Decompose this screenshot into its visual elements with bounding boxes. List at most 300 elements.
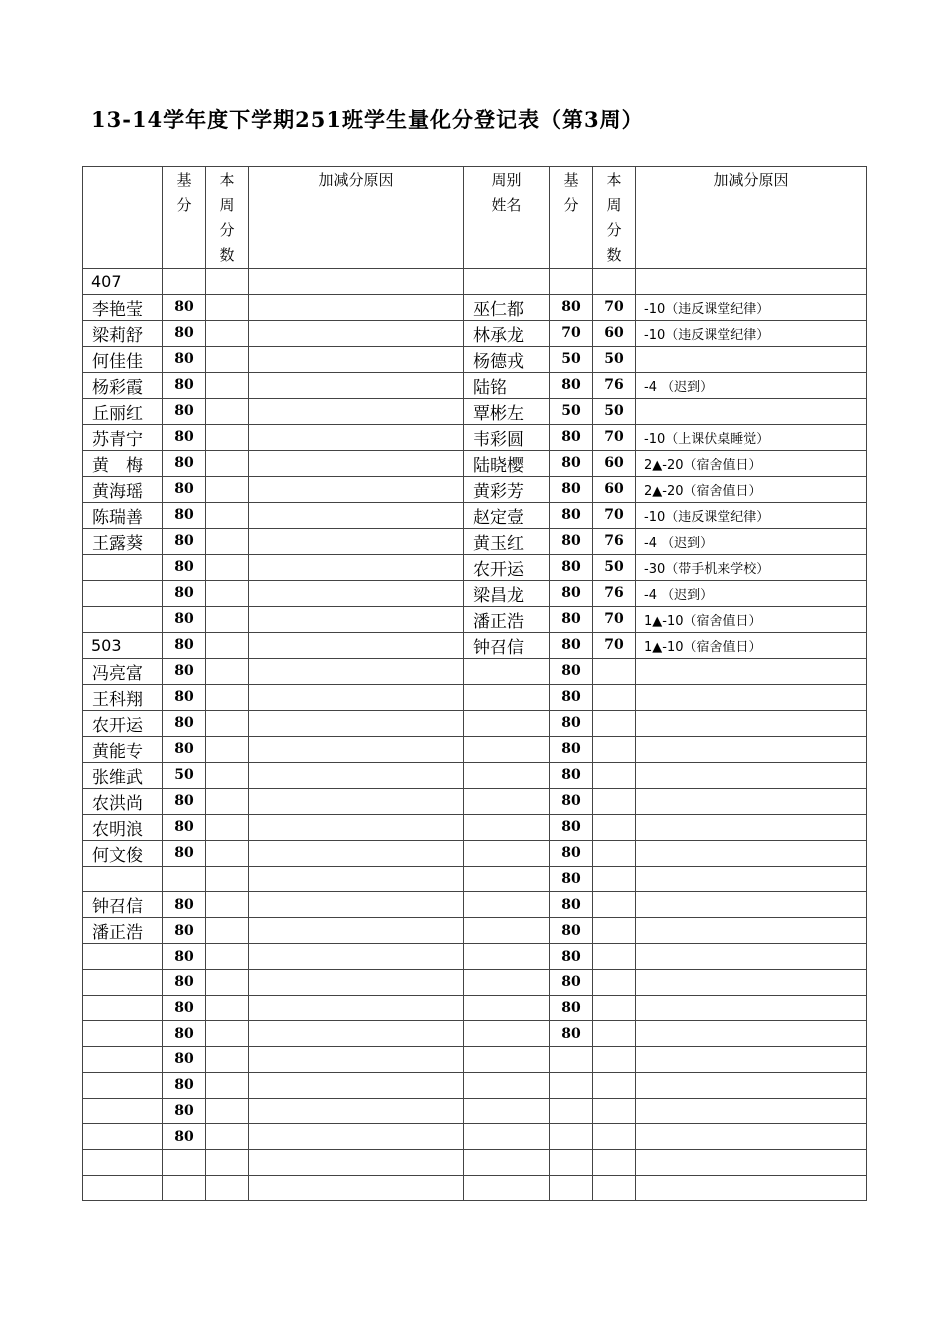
name-right-cell bbox=[464, 1149, 550, 1175]
reason-left-cell bbox=[249, 320, 464, 346]
name-right-cell: 赵定壹 bbox=[464, 502, 550, 528]
week-right-cell bbox=[593, 684, 636, 710]
reason-right-cell bbox=[636, 1047, 867, 1073]
name-right-cell bbox=[464, 736, 550, 762]
base-right-cell: 80 bbox=[550, 554, 593, 580]
table-row bbox=[83, 840, 867, 866]
base-right-cell: 80 bbox=[550, 892, 593, 918]
name-right-cell bbox=[464, 684, 550, 710]
header-text: 基 bbox=[176, 171, 192, 189]
name-left-cell: 何佳佳 bbox=[83, 346, 163, 372]
reason-right-cell bbox=[636, 1175, 867, 1201]
week-right-cell bbox=[593, 788, 636, 814]
week-right-cell: 70 bbox=[593, 632, 636, 658]
name-right-cell: 钟召信 bbox=[464, 632, 550, 658]
table-row bbox=[83, 710, 867, 736]
base-left-cell: 80 bbox=[163, 346, 206, 372]
week-right-cell: 50 bbox=[593, 554, 636, 580]
name-right-cell bbox=[464, 1021, 550, 1047]
name-left-cell: 407 bbox=[83, 269, 163, 295]
name-right-cell: 陆铭 bbox=[464, 372, 550, 398]
reason-left-cell bbox=[249, 970, 464, 996]
base-right-cell bbox=[550, 1124, 593, 1150]
base-right-cell: 80 bbox=[550, 658, 593, 684]
table-row bbox=[83, 995, 867, 1021]
base-right-cell: 80 bbox=[550, 450, 593, 476]
base-right-cell: 80 bbox=[550, 372, 593, 398]
reason-right-cell bbox=[636, 684, 867, 710]
week-right-cell bbox=[593, 866, 636, 892]
header-text: 基 bbox=[563, 171, 579, 189]
table-row bbox=[83, 866, 867, 892]
name-left-cell: 黄海瑶 bbox=[83, 476, 163, 502]
name-left-cell bbox=[83, 1072, 163, 1098]
week-right-cell bbox=[593, 970, 636, 996]
week-right-cell bbox=[593, 1124, 636, 1150]
reason-right-cell bbox=[636, 840, 867, 866]
name-left-cell: 梁莉舒 bbox=[83, 320, 163, 346]
week-right-cell: 76 bbox=[593, 580, 636, 606]
name-left-cell: 503 bbox=[83, 632, 163, 658]
base-left-cell: 80 bbox=[163, 1021, 206, 1047]
reason-right-cell bbox=[636, 658, 867, 684]
base-right-cell: 80 bbox=[550, 788, 593, 814]
week-left-cell bbox=[206, 736, 249, 762]
header-name-right bbox=[464, 167, 550, 269]
week-right-cell: 50 bbox=[593, 398, 636, 424]
header-text: 周 bbox=[606, 196, 622, 214]
week-left-cell bbox=[206, 502, 249, 528]
reason-right-cell bbox=[636, 762, 867, 788]
base-left-cell: 80 bbox=[163, 944, 206, 970]
name-left-cell bbox=[83, 1124, 163, 1150]
week-right-cell bbox=[593, 995, 636, 1021]
base-left-cell: 80 bbox=[163, 632, 206, 658]
reason-left-cell bbox=[249, 892, 464, 918]
reason-left-cell bbox=[249, 736, 464, 762]
reason-right-cell: 1▲-10（宿舍值日） bbox=[636, 606, 867, 632]
week-left-cell bbox=[206, 372, 249, 398]
week-left-cell bbox=[206, 684, 249, 710]
reason-left-cell bbox=[249, 606, 464, 632]
base-left-cell: 80 bbox=[163, 476, 206, 502]
reason-right-cell bbox=[636, 995, 867, 1021]
base-right-cell: 80 bbox=[550, 944, 593, 970]
reason-right-cell: -10（违反课堂纪律） bbox=[636, 502, 867, 528]
table-row bbox=[83, 970, 867, 996]
base-left-cell: 80 bbox=[163, 554, 206, 580]
week-right-cell bbox=[593, 710, 636, 736]
header-base-right bbox=[550, 167, 593, 269]
reason-right-cell: -10（违反课堂纪律） bbox=[636, 294, 867, 320]
base-right-cell: 80 bbox=[550, 502, 593, 528]
base-left-cell: 80 bbox=[163, 918, 206, 944]
week-left-cell bbox=[206, 424, 249, 450]
week-left-cell bbox=[206, 1047, 249, 1073]
table-row bbox=[83, 684, 867, 710]
name-left-cell: 丘丽红 bbox=[83, 398, 163, 424]
reason-left-cell bbox=[249, 788, 464, 814]
reason-right-cell bbox=[636, 970, 867, 996]
week-right-cell bbox=[593, 1175, 636, 1201]
header-base-left bbox=[163, 167, 206, 269]
header-text: 姓名 bbox=[491, 196, 522, 214]
page-title: 13-14学年度下学期251班学生量化分登记表（第3周） bbox=[91, 107, 644, 132]
base-right-cell: 80 bbox=[550, 918, 593, 944]
base-right-cell: 80 bbox=[550, 476, 593, 502]
header-week-right bbox=[593, 167, 636, 269]
week-right-cell bbox=[593, 1149, 636, 1175]
reason-right-cell bbox=[636, 814, 867, 840]
header-text: 数 bbox=[606, 246, 622, 264]
base-left-cell: 80 bbox=[163, 398, 206, 424]
base-right-cell: 80 bbox=[550, 606, 593, 632]
week-right-cell: 76 bbox=[593, 528, 636, 554]
reason-right-cell: -10（违反课堂纪律） bbox=[636, 320, 867, 346]
name-left-cell: 苏青宁 bbox=[83, 424, 163, 450]
base-left-cell: 80 bbox=[163, 840, 206, 866]
reason-left-cell bbox=[249, 1124, 464, 1150]
table-row bbox=[83, 1175, 867, 1201]
base-left-cell bbox=[163, 866, 206, 892]
name-left-cell bbox=[83, 866, 163, 892]
reason-right-cell: 1▲-10（宿舍值日） bbox=[636, 632, 867, 658]
base-left-cell bbox=[163, 1149, 206, 1175]
week-left-cell bbox=[206, 632, 249, 658]
name-left-cell: 农明浪 bbox=[83, 814, 163, 840]
name-right-cell bbox=[464, 970, 550, 996]
base-right-cell bbox=[550, 269, 593, 295]
name-left-cell: 李艳莹 bbox=[83, 294, 163, 320]
base-left-cell: 80 bbox=[163, 1098, 206, 1124]
base-left-cell: 80 bbox=[163, 580, 206, 606]
name-right-cell: 杨德戎 bbox=[464, 346, 550, 372]
header-text: 本 bbox=[219, 171, 235, 189]
base-left-cell: 80 bbox=[163, 372, 206, 398]
name-right-cell bbox=[464, 840, 550, 866]
header-text: 分 bbox=[563, 196, 579, 214]
name-left-cell: 农洪尚 bbox=[83, 788, 163, 814]
week-left-cell bbox=[206, 788, 249, 814]
table-row bbox=[83, 424, 867, 450]
reason-left-cell bbox=[249, 995, 464, 1021]
base-left-cell: 80 bbox=[163, 814, 206, 840]
week-right-cell bbox=[593, 944, 636, 970]
base-right-cell: 80 bbox=[550, 632, 593, 658]
base-left-cell: 80 bbox=[163, 424, 206, 450]
name-left-cell: 王科翔 bbox=[83, 684, 163, 710]
table-row bbox=[83, 398, 867, 424]
week-right-cell bbox=[593, 736, 636, 762]
base-right-cell: 80 bbox=[550, 684, 593, 710]
week-left-cell bbox=[206, 840, 249, 866]
reason-right-cell bbox=[636, 398, 867, 424]
base-left-cell bbox=[163, 1175, 206, 1201]
reason-left-cell bbox=[249, 1072, 464, 1098]
header-text: 周 bbox=[219, 196, 235, 214]
week-left-cell bbox=[206, 346, 249, 372]
base-left-cell: 80 bbox=[163, 606, 206, 632]
week-right-cell: 60 bbox=[593, 320, 636, 346]
table-row bbox=[83, 918, 867, 944]
base-right-cell bbox=[550, 1072, 593, 1098]
week-right-cell: 70 bbox=[593, 606, 636, 632]
week-left-cell bbox=[206, 944, 249, 970]
week-right-cell bbox=[593, 1098, 636, 1124]
header-week-left bbox=[206, 167, 249, 269]
name-right-cell: 黄玉红 bbox=[464, 528, 550, 554]
base-right-cell: 80 bbox=[550, 814, 593, 840]
base-left-cell: 80 bbox=[163, 502, 206, 528]
base-left-cell: 80 bbox=[163, 788, 206, 814]
name-left-cell bbox=[83, 944, 163, 970]
table-row bbox=[83, 476, 867, 502]
week-right-cell bbox=[593, 892, 636, 918]
table-row bbox=[83, 528, 867, 554]
base-left-cell bbox=[163, 269, 206, 295]
name-right-cell: 巫仁都 bbox=[464, 294, 550, 320]
reason-right-cell bbox=[636, 1124, 867, 1150]
week-left-cell bbox=[206, 1021, 249, 1047]
reason-right-cell bbox=[636, 866, 867, 892]
table-row bbox=[83, 320, 867, 346]
table-row bbox=[83, 1124, 867, 1150]
header-text: 本 bbox=[606, 171, 622, 189]
week-left-cell bbox=[206, 398, 249, 424]
week-left-cell bbox=[206, 918, 249, 944]
name-right-cell bbox=[464, 1098, 550, 1124]
reason-right-cell bbox=[636, 269, 867, 295]
name-right-cell bbox=[464, 1175, 550, 1201]
name-right-cell bbox=[464, 892, 550, 918]
week-left-cell bbox=[206, 658, 249, 684]
week-left-cell bbox=[206, 269, 249, 295]
table-row bbox=[83, 269, 867, 295]
header-text: 周别 bbox=[491, 171, 522, 189]
reason-left-cell bbox=[249, 918, 464, 944]
score-table bbox=[82, 166, 867, 1201]
base-right-cell bbox=[550, 1175, 593, 1201]
reason-right-cell: -10（上课伏桌睡觉） bbox=[636, 424, 867, 450]
base-right-cell: 50 bbox=[550, 398, 593, 424]
reason-right-cell: 2▲-20（宿舍值日） bbox=[636, 476, 867, 502]
reason-right-cell bbox=[636, 736, 867, 762]
name-right-cell: 林承龙 bbox=[464, 320, 550, 346]
name-left-cell: 黄能专 bbox=[83, 736, 163, 762]
base-left-cell: 80 bbox=[163, 736, 206, 762]
week-left-cell bbox=[206, 294, 249, 320]
name-right-cell bbox=[464, 1072, 550, 1098]
table-row bbox=[83, 606, 867, 632]
week-left-cell bbox=[206, 1098, 249, 1124]
reason-left-cell bbox=[249, 269, 464, 295]
week-right-cell: 70 bbox=[593, 502, 636, 528]
reason-right-cell bbox=[636, 1021, 867, 1047]
week-right-cell: 76 bbox=[593, 372, 636, 398]
name-right-cell bbox=[464, 788, 550, 814]
table-row bbox=[83, 762, 867, 788]
base-right-cell: 80 bbox=[550, 840, 593, 866]
reason-right-cell bbox=[636, 1149, 867, 1175]
name-right-cell: 梁昌龙 bbox=[464, 580, 550, 606]
header-row bbox=[83, 167, 867, 269]
reason-left-cell bbox=[249, 476, 464, 502]
week-left-cell bbox=[206, 892, 249, 918]
week-left-cell bbox=[206, 1124, 249, 1150]
reason-left-cell bbox=[249, 372, 464, 398]
base-right-cell: 80 bbox=[550, 970, 593, 996]
table-row bbox=[83, 892, 867, 918]
week-left-cell bbox=[206, 606, 249, 632]
reason-left-cell bbox=[249, 944, 464, 970]
name-left-cell: 张维武 bbox=[83, 762, 163, 788]
base-left-cell: 50 bbox=[163, 762, 206, 788]
base-left-cell: 80 bbox=[163, 320, 206, 346]
name-right-cell: 陆晓樱 bbox=[464, 450, 550, 476]
table-row bbox=[83, 294, 867, 320]
name-right-cell: 潘正浩 bbox=[464, 606, 550, 632]
week-right-cell: 70 bbox=[593, 294, 636, 320]
header-text: 数 bbox=[219, 246, 235, 264]
reason-left-cell bbox=[249, 528, 464, 554]
week-right-cell bbox=[593, 814, 636, 840]
base-right-cell: 80 bbox=[550, 866, 593, 892]
reason-right-cell bbox=[636, 892, 867, 918]
base-right-cell: 80 bbox=[550, 736, 593, 762]
reason-left-cell bbox=[249, 1098, 464, 1124]
week-right-cell bbox=[593, 269, 636, 295]
name-right-cell: 黄彩芳 bbox=[464, 476, 550, 502]
name-left-cell bbox=[83, 1098, 163, 1124]
reason-right-cell bbox=[636, 918, 867, 944]
reason-left-cell bbox=[249, 580, 464, 606]
reason-left-cell bbox=[249, 424, 464, 450]
base-right-cell bbox=[550, 1098, 593, 1124]
week-right-cell bbox=[593, 1072, 636, 1098]
week-left-cell bbox=[206, 320, 249, 346]
name-left-cell: 陈瑞善 bbox=[83, 502, 163, 528]
reason-right-cell: -30（带手机来学校） bbox=[636, 554, 867, 580]
base-left-cell: 80 bbox=[163, 1072, 206, 1098]
name-right-cell: 农开运 bbox=[464, 554, 550, 580]
reason-right-cell: -4 （迟到） bbox=[636, 528, 867, 554]
table-row bbox=[83, 1149, 867, 1175]
base-right-cell: 80 bbox=[550, 1021, 593, 1047]
base-right-cell: 80 bbox=[550, 528, 593, 554]
reason-right-cell: -4 （迟到） bbox=[636, 372, 867, 398]
week-right-cell bbox=[593, 1021, 636, 1047]
reason-left-cell bbox=[249, 632, 464, 658]
reason-left-cell bbox=[249, 1149, 464, 1175]
table-row bbox=[83, 554, 867, 580]
week-left-cell bbox=[206, 554, 249, 580]
week-right-cell bbox=[593, 658, 636, 684]
name-right-cell bbox=[464, 762, 550, 788]
header-text: 分 bbox=[176, 196, 192, 214]
table-row bbox=[83, 502, 867, 528]
week-right-cell: 70 bbox=[593, 424, 636, 450]
reason-left-cell bbox=[249, 658, 464, 684]
week-right-cell: 60 bbox=[593, 450, 636, 476]
base-left-cell: 80 bbox=[163, 1124, 206, 1150]
week-right-cell bbox=[593, 1047, 636, 1073]
reason-left-cell bbox=[249, 502, 464, 528]
header-text: 分 bbox=[219, 221, 235, 239]
reason-right-cell bbox=[636, 944, 867, 970]
reason-right-cell bbox=[636, 788, 867, 814]
table-row bbox=[83, 450, 867, 476]
reason-left-cell bbox=[249, 1021, 464, 1047]
name-right-cell bbox=[464, 944, 550, 970]
week-right-cell bbox=[593, 762, 636, 788]
base-left-cell: 80 bbox=[163, 684, 206, 710]
name-left-cell bbox=[83, 1047, 163, 1073]
table-row bbox=[83, 580, 867, 606]
reason-right-cell bbox=[636, 346, 867, 372]
header-reason-right: 加减分原因 bbox=[636, 167, 867, 269]
name-left-cell: 王露葵 bbox=[83, 528, 163, 554]
week-left-cell bbox=[206, 970, 249, 996]
base-left-cell: 80 bbox=[163, 970, 206, 996]
base-right-cell: 80 bbox=[550, 580, 593, 606]
week-left-cell bbox=[206, 1072, 249, 1098]
name-left-cell bbox=[83, 1021, 163, 1047]
reason-right-cell: -4 （迟到） bbox=[636, 580, 867, 606]
base-right-cell: 80 bbox=[550, 762, 593, 788]
name-left-cell bbox=[83, 580, 163, 606]
table-row bbox=[83, 814, 867, 840]
week-left-cell bbox=[206, 476, 249, 502]
base-left-cell: 80 bbox=[163, 294, 206, 320]
name-right-cell bbox=[464, 658, 550, 684]
base-right-cell: 80 bbox=[550, 294, 593, 320]
name-left-cell bbox=[83, 1149, 163, 1175]
week-left-cell bbox=[206, 710, 249, 736]
week-left-cell bbox=[206, 995, 249, 1021]
name-right-cell bbox=[464, 710, 550, 736]
reason-right-cell: 2▲-20（宿舍值日） bbox=[636, 450, 867, 476]
name-left-cell: 黄 梅 bbox=[83, 450, 163, 476]
reason-left-cell bbox=[249, 398, 464, 424]
name-left-cell: 杨彩霞 bbox=[83, 372, 163, 398]
week-left-cell bbox=[206, 814, 249, 840]
name-right-cell bbox=[464, 1124, 550, 1150]
table-row bbox=[83, 1072, 867, 1098]
name-right-cell: 覃彬左 bbox=[464, 398, 550, 424]
name-left-cell: 潘正浩 bbox=[83, 918, 163, 944]
base-left-cell: 80 bbox=[163, 710, 206, 736]
name-left-cell bbox=[83, 554, 163, 580]
header-reason-left: 加减分原因 bbox=[249, 167, 464, 269]
week-left-cell bbox=[206, 1175, 249, 1201]
base-right-cell: 50 bbox=[550, 346, 593, 372]
base-right-cell bbox=[550, 1047, 593, 1073]
reason-left-cell bbox=[249, 1047, 464, 1073]
name-left-cell: 冯亮富 bbox=[83, 658, 163, 684]
reason-left-cell bbox=[249, 294, 464, 320]
name-left-cell bbox=[83, 970, 163, 996]
reason-left-cell bbox=[249, 866, 464, 892]
table-row bbox=[83, 658, 867, 684]
reason-right-cell bbox=[636, 1072, 867, 1098]
reason-left-cell bbox=[249, 814, 464, 840]
table-row bbox=[83, 1047, 867, 1073]
table-row bbox=[83, 944, 867, 970]
header-text: 分 bbox=[606, 221, 622, 239]
name-right-cell bbox=[464, 269, 550, 295]
base-right-cell: 80 bbox=[550, 995, 593, 1021]
week-right-cell bbox=[593, 840, 636, 866]
